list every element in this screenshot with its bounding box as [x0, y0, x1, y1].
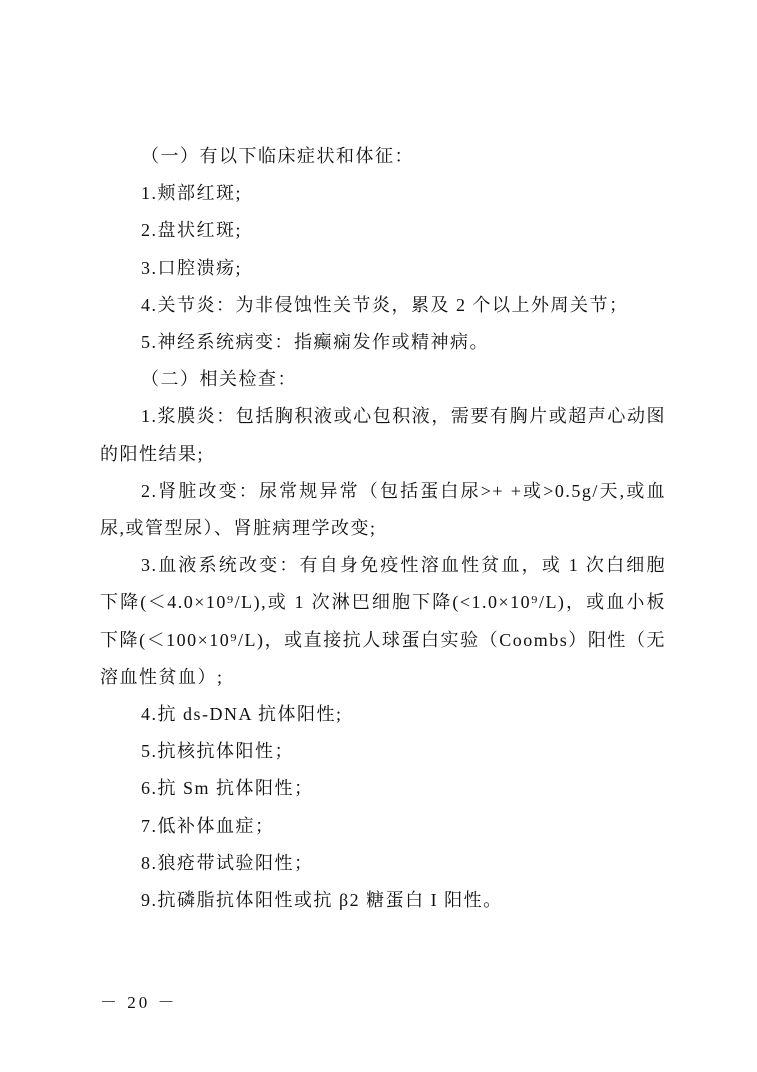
examination-item: 2.肾脏改变：尿常规异常（包括蛋白尿>+ +或>0.5g/天,或血尿,或管型尿）、肾脏病理学改变;: [100, 480, 666, 539]
examination-item: 8.狼疮带试验阳性；: [141, 852, 314, 873]
examination-item: 9.抗磷脂抗体阳性或抗 β2 糖蛋白 I 阳性。: [141, 890, 503, 911]
examination-item: 5.抗核抗体阳性；: [141, 741, 294, 762]
section-heading-symptoms: （一）有以下临床症状和体征：: [141, 146, 414, 166]
symptom-item: 4.关节炎：为非侵蚀性关节炎，累及 2 个以上外周关节；: [141, 294, 629, 315]
document-body: [100, 138, 666, 919]
symptom-item: 5.神经系统病变：指癫痫发作或精神病。: [141, 332, 489, 353]
examination-item: 1.浆膜炎：包括胸积液或心包积液，需要有胸片或超声心动图的阳性结果;: [100, 406, 666, 464]
examination-item: 6.抗 Sm 抗体阳性；: [141, 778, 314, 799]
section-heading-examinations: （二）相关检查：: [141, 369, 297, 390]
symptom-item: 2.盘状红斑;: [141, 220, 243, 241]
page-number: － 20 －: [100, 993, 178, 1012]
symptom-item: 3.口腔溃疡;: [141, 257, 243, 278]
symptom-item: 1.颊部红斑;: [141, 183, 243, 204]
examination-item: 4.抗 ds-DNA 抗体阳性;: [141, 704, 343, 725]
examination-item: 7.低补体血症；: [141, 815, 275, 836]
examination-item: 3.血液系统改变：有自身免疫性溶血性贫血，或 1 次白细胞下降(＜4.0×10⁹/L),或 1 次淋巴细胞下降(<1.0×10⁹/L)，或血小板下降(＜100×10⁹/L)，或直接抗人球蛋白实验（Coombs）阳性（无溶血性贫血）;: [100, 555, 666, 687]
